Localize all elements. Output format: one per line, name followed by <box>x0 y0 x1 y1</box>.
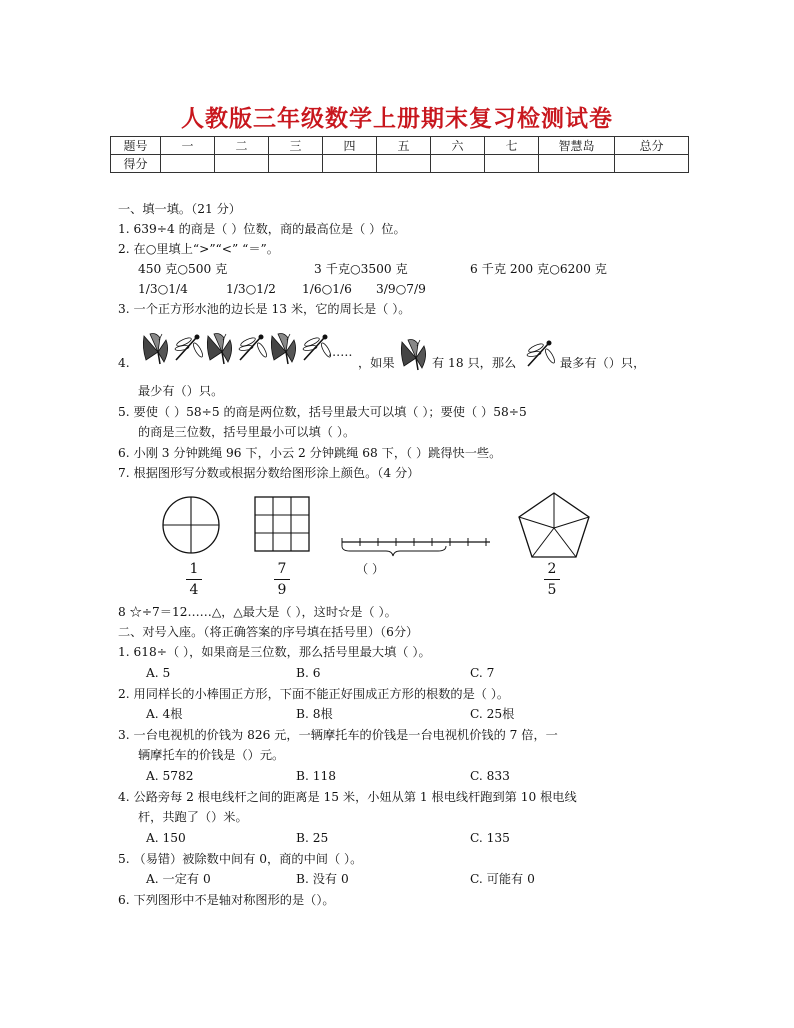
option-c[interactable]: C. 135 <box>470 831 510 845</box>
s1-question-5: 5. 要使（ ）58÷5 的商是两位数，括号里最大可以填（ ）；要使（ ）58÷5 <box>118 405 527 419</box>
s2-question-4: 4. 公路旁每 2 根电线杆之间的距离是 15 米，小妞从第 1 根电线杆跑到第 10 根电线 <box>118 790 577 804</box>
option-c[interactable]: C. 可能有 0 <box>470 872 535 886</box>
fraction-2-5 <box>544 560 560 599</box>
fraction-1-4 <box>186 560 202 599</box>
s1-question-3: 3. 一个正方形水池的边长是 13 米，它的周长是（ ）。 <box>118 302 411 316</box>
s1-question-7: 7. 根据图形写分数或根据分数给图形涂上颜色。（4 分） <box>118 466 420 480</box>
s1-question-8: 8 ☆÷7＝12……△，△最大是（ ），这时☆是（ ）。 <box>118 605 397 619</box>
butterfly-icon <box>271 334 295 365</box>
q4-text: ，如果 <box>358 356 395 370</box>
compare-item: 6 千克 200 克○6200 克 <box>470 262 607 276</box>
dragonfly-icon <box>524 334 558 370</box>
score-header-cell: 一 <box>161 137 215 155</box>
option-b[interactable]: B. 25 <box>296 831 329 845</box>
section1-heading: 一、填一填。（21 分） <box>118 202 241 216</box>
option-b[interactable]: B. 6 <box>296 666 321 680</box>
fraction-7-9 <box>274 560 290 599</box>
compare-item: 1/3○1/4 <box>138 282 188 296</box>
s2-question-6: 6. 下列图形中不是轴对称图形的是（）。 <box>118 893 335 907</box>
s1-question-4-number: 4. <box>118 356 130 370</box>
s2-question-1: 1. 618÷（ ），如果商是三位数，那么括号里最大填（ ）。 <box>118 645 431 659</box>
butterfly-icon <box>398 334 432 372</box>
score-cell[interactable] <box>161 155 215 173</box>
score-input-row <box>111 155 689 173</box>
option-b[interactable]: B. 8根 <box>296 707 333 721</box>
score-cell[interactable] <box>485 155 539 173</box>
option-b[interactable]: B. 118 <box>296 769 336 783</box>
option-c[interactable]: C. 25根 <box>470 707 515 721</box>
s2-question-5: 5. （易错）被除数中间有 0，商的中间（ ）。 <box>118 852 363 866</box>
fraction-denominator: 4 <box>189 582 199 598</box>
score-header-cell: 二 <box>215 137 269 155</box>
score-cell[interactable] <box>215 155 269 173</box>
score-header-cell: 题号 <box>111 137 161 155</box>
score-header-row <box>111 137 689 155</box>
score-header-cell: 四 <box>323 137 377 155</box>
score-cell[interactable] <box>615 155 689 173</box>
s1-question-1: 1. 639÷4 的商是（ ）位数，商的最高位是（ ）位。 <box>118 222 406 236</box>
s2-question-3-cont: 辆摩托车的价钱是（）元。 <box>138 748 285 762</box>
option-c[interactable]: C. 833 <box>470 769 510 783</box>
score-cell[interactable] <box>269 155 323 173</box>
s1-question-2: 2. 在○里填上“>”“<” “＝”。 <box>118 242 279 256</box>
compare-item: 3 千克○3500 克 <box>314 262 408 276</box>
butterfly-icon <box>143 334 167 365</box>
fraction-numerator: 1 <box>189 561 199 577</box>
option-a[interactable]: A. 150 <box>146 831 186 845</box>
exam-title: 人教版三年级数学上册期末复习检测试卷 <box>181 106 613 132</box>
section2-heading: 二、对号入座。（将正确答案的序号填在括号里）（6分） <box>118 625 419 639</box>
score-header-cell: 七 <box>485 137 539 155</box>
compare-item: 450 克○500 克 <box>138 262 228 276</box>
option-a[interactable]: A. 5 <box>146 666 171 680</box>
q4-line2: 最少有（）只。 <box>138 384 224 398</box>
option-a[interactable]: A. 一定有 0 <box>146 872 211 886</box>
option-a[interactable]: A. 5782 <box>146 769 194 783</box>
fraction-blank[interactable]: （ ） <box>356 562 385 576</box>
score-cell[interactable] <box>323 155 377 173</box>
insect-sequence <box>140 328 340 368</box>
option-b[interactable]: B. 没有 0 <box>296 872 349 886</box>
score-header-cell: 六 <box>431 137 485 155</box>
score-table <box>110 136 689 173</box>
fraction-numerator: 2 <box>547 561 557 577</box>
pentagon-figure[interactable] <box>516 490 592 560</box>
segment-line-figure <box>338 538 494 558</box>
butterfly-icon <box>207 334 231 365</box>
score-row-label: 得分 <box>111 155 161 173</box>
s1-question-5-cont: 的商是三位数，括号里最小可以填（ ）。 <box>138 425 356 439</box>
score-cell[interactable] <box>539 155 615 173</box>
option-a[interactable]: A. 4根 <box>146 707 183 721</box>
score-header-cell: 五 <box>377 137 431 155</box>
fraction-denominator: 5 <box>547 582 557 598</box>
dragonfly-icon <box>175 335 205 361</box>
grid-nine-figure[interactable] <box>254 496 312 554</box>
score-header-cell: 总分 <box>615 137 689 155</box>
score-header-cell: 三 <box>269 137 323 155</box>
score-cell[interactable] <box>377 155 431 173</box>
q4-text: 有 18 只，那么 <box>432 356 517 370</box>
s2-question-2: 2. 用同样长的小棒围正方形，下面不能正好围成正方形的根数的是（ ）。 <box>118 687 510 701</box>
score-header-cell: 智慧岛 <box>539 137 615 155</box>
s2-question-4-cont: 杆，共跑了（）米。 <box>138 810 248 824</box>
s1-question-6: 6. 小刚 3 分钟跳绳 96 下，小云 2 分钟跳绳 68 下，（ ）跳得快一些。 <box>118 446 502 460</box>
score-cell[interactable] <box>431 155 485 173</box>
ellipsis: …… <box>328 345 353 359</box>
compare-item: 1/3○1/2 <box>226 282 276 296</box>
compare-item: 1/6○1/6 <box>302 282 352 296</box>
q4-text: 最多有（）只， <box>560 356 646 370</box>
s2-question-3: 3. 一台电视机的价钱为 826 元，一辆摩托车的价钱是一台电视机价钱的 7 倍，一 <box>118 728 558 742</box>
option-c[interactable]: C. 7 <box>470 666 495 680</box>
fraction-denominator: 9 <box>277 582 287 598</box>
circle-quarters-figure[interactable] <box>160 494 222 556</box>
dragonfly-icon <box>239 335 269 361</box>
fraction-numerator: 7 <box>277 561 287 577</box>
compare-item: 3/9○7/9 <box>376 282 426 296</box>
